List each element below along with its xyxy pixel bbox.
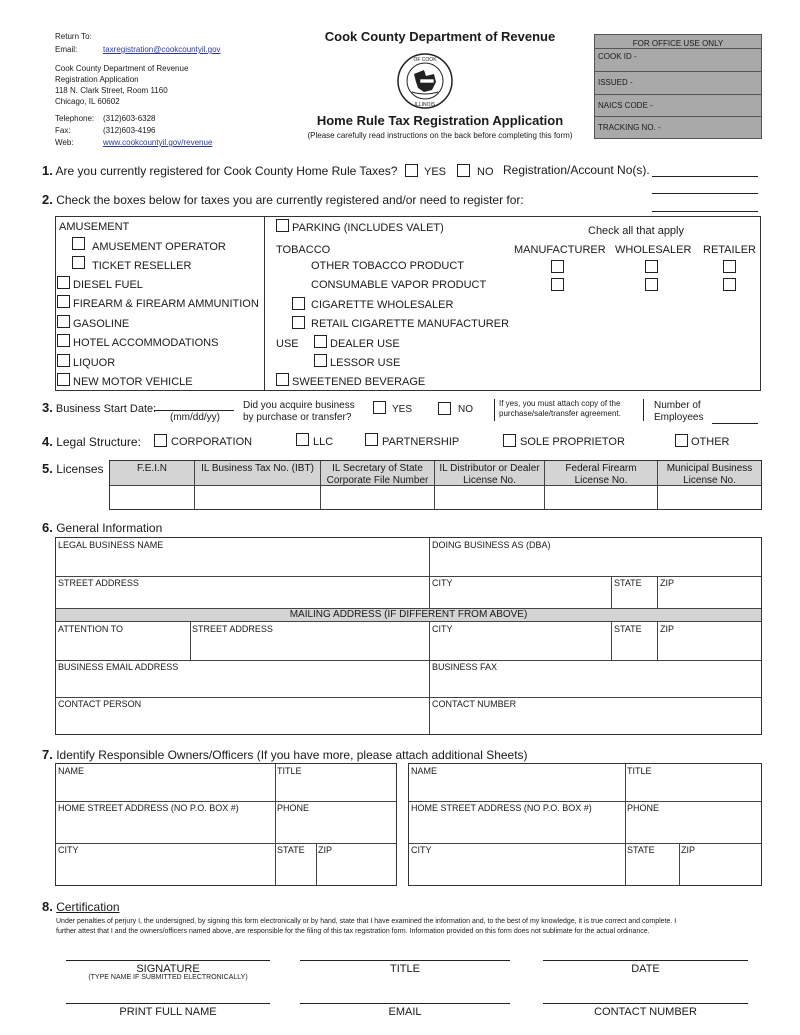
llc-checkbox[interactable] [296, 433, 309, 446]
certification-text-line2: further attest that I and the owners/officers named above, are responsible for the filing of this tax registration form. Information provided on this form does not sublimate for the actual ordinance. [56, 928, 650, 935]
sole-proprietor-label: SOLE PROPRIETOR [520, 436, 625, 448]
city-label: CITY [432, 578, 453, 588]
web-label: Web: [55, 138, 74, 147]
note-line-1: If yes, you must attach copy of the [499, 399, 621, 408]
business-start-date-label: Business Start Date: [55, 403, 157, 415]
contact-number-label-cert: CONTACT NUMBER [594, 1006, 697, 1018]
street-address-label: STREET ADDRESS [58, 578, 139, 588]
question-6-number: 6. [42, 520, 53, 535]
sweetened-beverage-checkbox[interactable] [276, 373, 289, 386]
hotel-label: HOTEL ACCOMMODATIONS [73, 337, 219, 349]
account-number-line-2[interactable] [652, 193, 758, 194]
certification-text [56, 917, 766, 937]
owner-2-title-label: TITLE [627, 766, 652, 776]
parking-label: PARKING (INCLUDES VALET) [292, 222, 444, 234]
certification-label: Certification [56, 900, 120, 914]
dealer-use-checkbox[interactable] [314, 335, 327, 348]
use-heading: USE [276, 338, 299, 350]
divider [429, 538, 430, 576]
divider [679, 843, 680, 885]
q1-yes-label: YES [424, 166, 447, 178]
question-1-text: Are you currently registered for Cook County Home Rule Taxes? [55, 164, 398, 178]
address-line-1: Cook County Department of Revenue [55, 64, 189, 73]
mailing-zip-label: ZIP [660, 624, 675, 634]
divider [625, 764, 626, 885]
address-line-2: Registration Application [55, 75, 139, 84]
partnership-label: PARTNERSHIP [382, 436, 460, 448]
license-col-municipal: Municipal Business License No. [657, 461, 761, 509]
other-tobacco-label: OTHER TOBACCO PRODUCT [311, 260, 464, 272]
contact-number-label: CONTACT NUMBER [432, 699, 517, 709]
divider [56, 697, 761, 698]
amusement-operator-checkbox[interactable] [72, 237, 85, 250]
vapor-label: CONSUMABLE VAPOR PRODUCT [311, 279, 487, 291]
acquire-question-line2: by purchase or transfer? [243, 412, 352, 423]
divider [316, 843, 317, 885]
vapor-manufacturer-checkbox[interactable] [551, 278, 564, 291]
question-7 [42, 747, 528, 762]
firearm-checkbox[interactable] [57, 295, 70, 308]
contact-number-line[interactable] [543, 1003, 748, 1004]
license-col-ibt: IL Business Tax No. (IBT) [194, 461, 320, 509]
purchase-agreement-note [494, 399, 644, 421]
sos-file-number-input[interactable] [321, 487, 434, 509]
license-col-sos: IL Secretary of State Corporate File Number [320, 461, 434, 509]
new-motor-vehicle-label: NEW MOTOR VEHICLE [73, 376, 193, 388]
form-title: Home Rule Tax Registration Application [316, 113, 564, 128]
signature-line[interactable] [66, 960, 270, 961]
owner-1-table [55, 763, 397, 886]
q1-yes-checkbox[interactable] [405, 164, 418, 177]
naics-code-field: NAICS CODE - [595, 95, 761, 117]
print-name-line[interactable] [66, 1003, 270, 1004]
diesel-fuel-label: DIESEL FUEL [73, 279, 143, 291]
svg-text:OF COOK: OF COOK [413, 57, 437, 63]
legal-structure-label: Legal Structure: [56, 435, 141, 449]
check-all-label: Check all that apply [588, 225, 684, 237]
divider [56, 801, 396, 802]
amusement-heading: AMUSEMENT [59, 221, 130, 233]
cigarette-wholesaler-checkbox[interactable] [292, 297, 305, 310]
other-tobacco-wholesaler-checkbox[interactable] [645, 260, 658, 273]
acquire-yes-checkbox[interactable] [373, 401, 386, 414]
corporation-label: CORPORATION [171, 436, 253, 448]
owner-2-zip-label: ZIP [681, 845, 696, 855]
zip-label: ZIP [660, 578, 675, 588]
divider [657, 576, 658, 608]
retail-cigarette-mfr-label: RETAIL CIGARETTE MANUFACTURER [311, 318, 510, 330]
divider [409, 843, 761, 844]
vapor-wholesaler-checkbox[interactable] [645, 278, 658, 291]
mailing-state-label: STATE [614, 624, 642, 634]
legal-business-name-label: LEGAL BUSINESS NAME [58, 540, 164, 550]
web-link[interactable]: www.cookcountyil.gov/revenue [103, 138, 213, 147]
question-8-number: 8. [42, 899, 53, 914]
return-to-label: Return To: [55, 32, 92, 41]
license-col-distributor: IL Distributor or Dealer License No. [434, 461, 544, 509]
owner-2-table [408, 763, 762, 886]
title-label: TITLE [390, 963, 420, 975]
col-retailer: RETAILER [703, 244, 756, 256]
divider [56, 843, 396, 844]
gasoline-label: GASOLINE [73, 318, 130, 330]
vapor-retailer-checkbox[interactable] [723, 278, 736, 291]
account-number-line-3[interactable] [652, 211, 758, 212]
sole-proprietor-checkbox[interactable] [503, 434, 516, 447]
question-2-text: Check the boxes below for taxes you are currently registered and/or need to register for: [56, 193, 524, 207]
liquor-label: LIQUOR [73, 357, 116, 369]
email-label-cert: EMAIL [388, 1006, 422, 1018]
acquire-yes-label: YES [392, 404, 413, 415]
question-4-number: 4. [42, 434, 53, 449]
fax-value: (312)603-4196 [103, 126, 156, 135]
col-wholesaler: WHOLESALER [615, 244, 692, 256]
svg-text:ILLINOIS: ILLINOIS [414, 102, 436, 108]
other-structure-label: OTHER [691, 436, 730, 448]
hotel-checkbox[interactable] [57, 334, 70, 347]
sweetened-beverage-label: SWEETENED BEVERAGE [292, 376, 426, 388]
question-2 [42, 192, 524, 207]
other-tobacco-retailer-checkbox[interactable] [723, 260, 736, 273]
amusement-operator-label: AMUSEMENT OPERATOR [92, 241, 226, 253]
divider [56, 576, 761, 577]
question-3-number: 3. [42, 400, 53, 415]
license-col-federal-firearm: Federal Firearm License No. [544, 461, 657, 509]
dba-label: DOING BUSINESS AS (DBA) [432, 540, 551, 550]
divider [190, 622, 191, 660]
issued-field: ISSUED - [595, 72, 761, 95]
address-line-4: Chicago, IL 60602 [55, 97, 120, 106]
owner-2-address-label: HOME STREET ADDRESS (NO P.O. BOX #) [411, 803, 592, 813]
question-8 [42, 899, 120, 914]
owner-2-city-label: CITY [411, 845, 432, 855]
ibt-input[interactable] [195, 487, 320, 509]
contact-person-label: CONTACT PERSON [58, 699, 142, 709]
signature-label: SIGNATURE [136, 963, 200, 975]
question-4 [42, 434, 141, 449]
distributor-license-input[interactable] [435, 487, 544, 509]
email-line[interactable] [300, 1003, 510, 1004]
other-structure-checkbox[interactable] [675, 434, 688, 447]
office-use-title: FOR OFFICE USE ONLY [595, 35, 761, 49]
owners-officers-label: Identify Responsible Owners/Officers (If you have more, please attach additional Sheets) [56, 748, 528, 762]
new-motor-vehicle-checkbox[interactable] [57, 373, 70, 386]
municipal-license-input[interactable] [658, 487, 761, 509]
corporation-checkbox[interactable] [154, 434, 167, 447]
divider [56, 660, 761, 661]
ticket-reseller-label: TICKET RESELLER [92, 260, 192, 272]
fein-input[interactable] [110, 487, 194, 509]
q1-no-label: NO [477, 166, 494, 178]
department-title: Cook County Department of Revenue [324, 29, 556, 44]
cigarette-wholesaler-label: CIGARETTE WHOLESALER [311, 299, 454, 311]
address-line-3: 118 N. Clark Street, Room 1160 [55, 86, 168, 95]
lessor-use-checkbox[interactable] [314, 354, 327, 367]
employees-label-line2: Employees [654, 412, 704, 423]
signature-hint: (TYPE NAME IF SUBMITTED ELECTRONICALLY) [88, 974, 248, 981]
mailing-street-label: STREET ADDRESS [192, 624, 273, 634]
federal-firearm-license-input[interactable] [545, 487, 657, 509]
attention-to-label: ATTENTION TO [58, 624, 124, 634]
date-label: DATE [631, 963, 660, 975]
firearm-label: FIREARM & FIREARM AMMUNITION [73, 298, 259, 310]
lessor-use-label: LESSOR USE [330, 357, 401, 369]
q1-no-checkbox[interactable] [457, 164, 470, 177]
print-name-label: PRINT FULL NAME [119, 1006, 217, 1018]
divider [275, 764, 276, 885]
divider [657, 622, 658, 660]
owner-1-zip-label: ZIP [318, 845, 333, 855]
col-manufacturer: MANUFACTURER [514, 244, 606, 256]
dealer-use-label: DEALER USE [330, 338, 400, 350]
divider [429, 576, 430, 608]
email-link[interactable]: taxregistration@cookcountyil.gov [103, 45, 221, 54]
cook-id-field: COOK ID - [595, 49, 761, 72]
business-email-label: BUSINESS EMAIL ADDRESS [58, 662, 179, 672]
question-1 [42, 163, 397, 178]
number-of-employees-field[interactable] [712, 423, 758, 424]
tobacco-heading: TOBACCO [276, 244, 331, 256]
question-2-number: 2. [42, 192, 53, 207]
licenses-table [109, 460, 762, 510]
divider [611, 622, 612, 660]
form-subtitle: (Please carefully read instructions on the back before completing this form) [307, 131, 573, 140]
question-6 [42, 520, 162, 535]
mailing-address-header: MAILING ADDRESS (IF DIFFERENT FROM ABOVE) [56, 608, 761, 622]
title-line[interactable] [300, 960, 510, 961]
question-7-number: 7. [42, 747, 53, 762]
general-info-table [55, 537, 762, 735]
owner-1-title-label: TITLE [277, 766, 302, 776]
mailing-city-label: CITY [432, 624, 453, 634]
owner-2-state-label: STATE [627, 845, 655, 855]
question-5-number: 5. [42, 461, 53, 476]
acquire-no-label: NO [458, 404, 473, 415]
account-number-line-1[interactable] [652, 176, 758, 177]
certification-text-line1: Under penalties of perjury I, the undersigned, by signing this form electronically or by hand, state that I have examined the information and, to the best of my knowledge, it is true correct and complete. I [56, 918, 677, 925]
diesel-fuel-checkbox[interactable] [57, 276, 70, 289]
registration-account-label: Registration/Account No(s). [503, 163, 650, 177]
owner-2-name-label: NAME [411, 766, 438, 776]
other-tobacco-manufacturer-checkbox[interactable] [551, 260, 564, 273]
acquire-question-line1: Did you acquire business [243, 400, 355, 411]
partnership-checkbox[interactable] [365, 433, 378, 446]
ticket-reseller-checkbox[interactable] [72, 256, 85, 269]
date-line[interactable] [543, 960, 748, 961]
office-use-box [594, 34, 762, 139]
liquor-checkbox[interactable] [57, 354, 70, 367]
owner-1-city-label: CITY [58, 845, 79, 855]
employees-label-line1: Number of [654, 400, 701, 411]
owner-1-state-label: STATE [277, 845, 305, 855]
retail-cigarette-mfr-checkbox[interactable] [292, 316, 305, 329]
telephone-value: (312)603-6328 [103, 114, 156, 123]
business-fax-label: BUSINESS FAX [432, 662, 498, 672]
county-seal-icon [396, 52, 454, 110]
divider [611, 576, 612, 608]
parking-checkbox[interactable] [276, 219, 289, 232]
license-col-fein: F.E.I.N [136, 463, 167, 474]
telephone-label: Telephone: [55, 114, 95, 123]
tax-box-divider [264, 216, 265, 391]
divider [429, 622, 430, 660]
email-label: Email: [55, 45, 78, 54]
licenses-label: Licenses [56, 462, 104, 476]
general-information-label: General Information [56, 521, 163, 535]
owner-1-address-label: HOME STREET ADDRESS (NO P.O. BOX #) [58, 803, 239, 813]
tracking-no-field: TRACKING NO. - [598, 123, 661, 132]
owner-1-phone-label: PHONE [277, 803, 310, 813]
owner-1-name-label: NAME [58, 766, 85, 776]
business-start-date-field[interactable] [154, 410, 234, 411]
note-line-2: purchase/sale/transfer agreement. [499, 409, 621, 418]
question-3 [42, 400, 156, 415]
fax-label: Fax: [55, 126, 71, 135]
question-1-number: 1. [42, 163, 53, 178]
owner-2-phone-label: PHONE [627, 803, 660, 813]
divider [409, 801, 761, 802]
acquire-no-checkbox[interactable] [438, 402, 451, 415]
gasoline-checkbox[interactable] [57, 315, 70, 328]
question-5 [42, 461, 104, 476]
date-format-hint: (mm/dd/yy) [170, 412, 220, 423]
state-label: STATE [614, 578, 642, 588]
llc-label: LLC [313, 436, 334, 448]
